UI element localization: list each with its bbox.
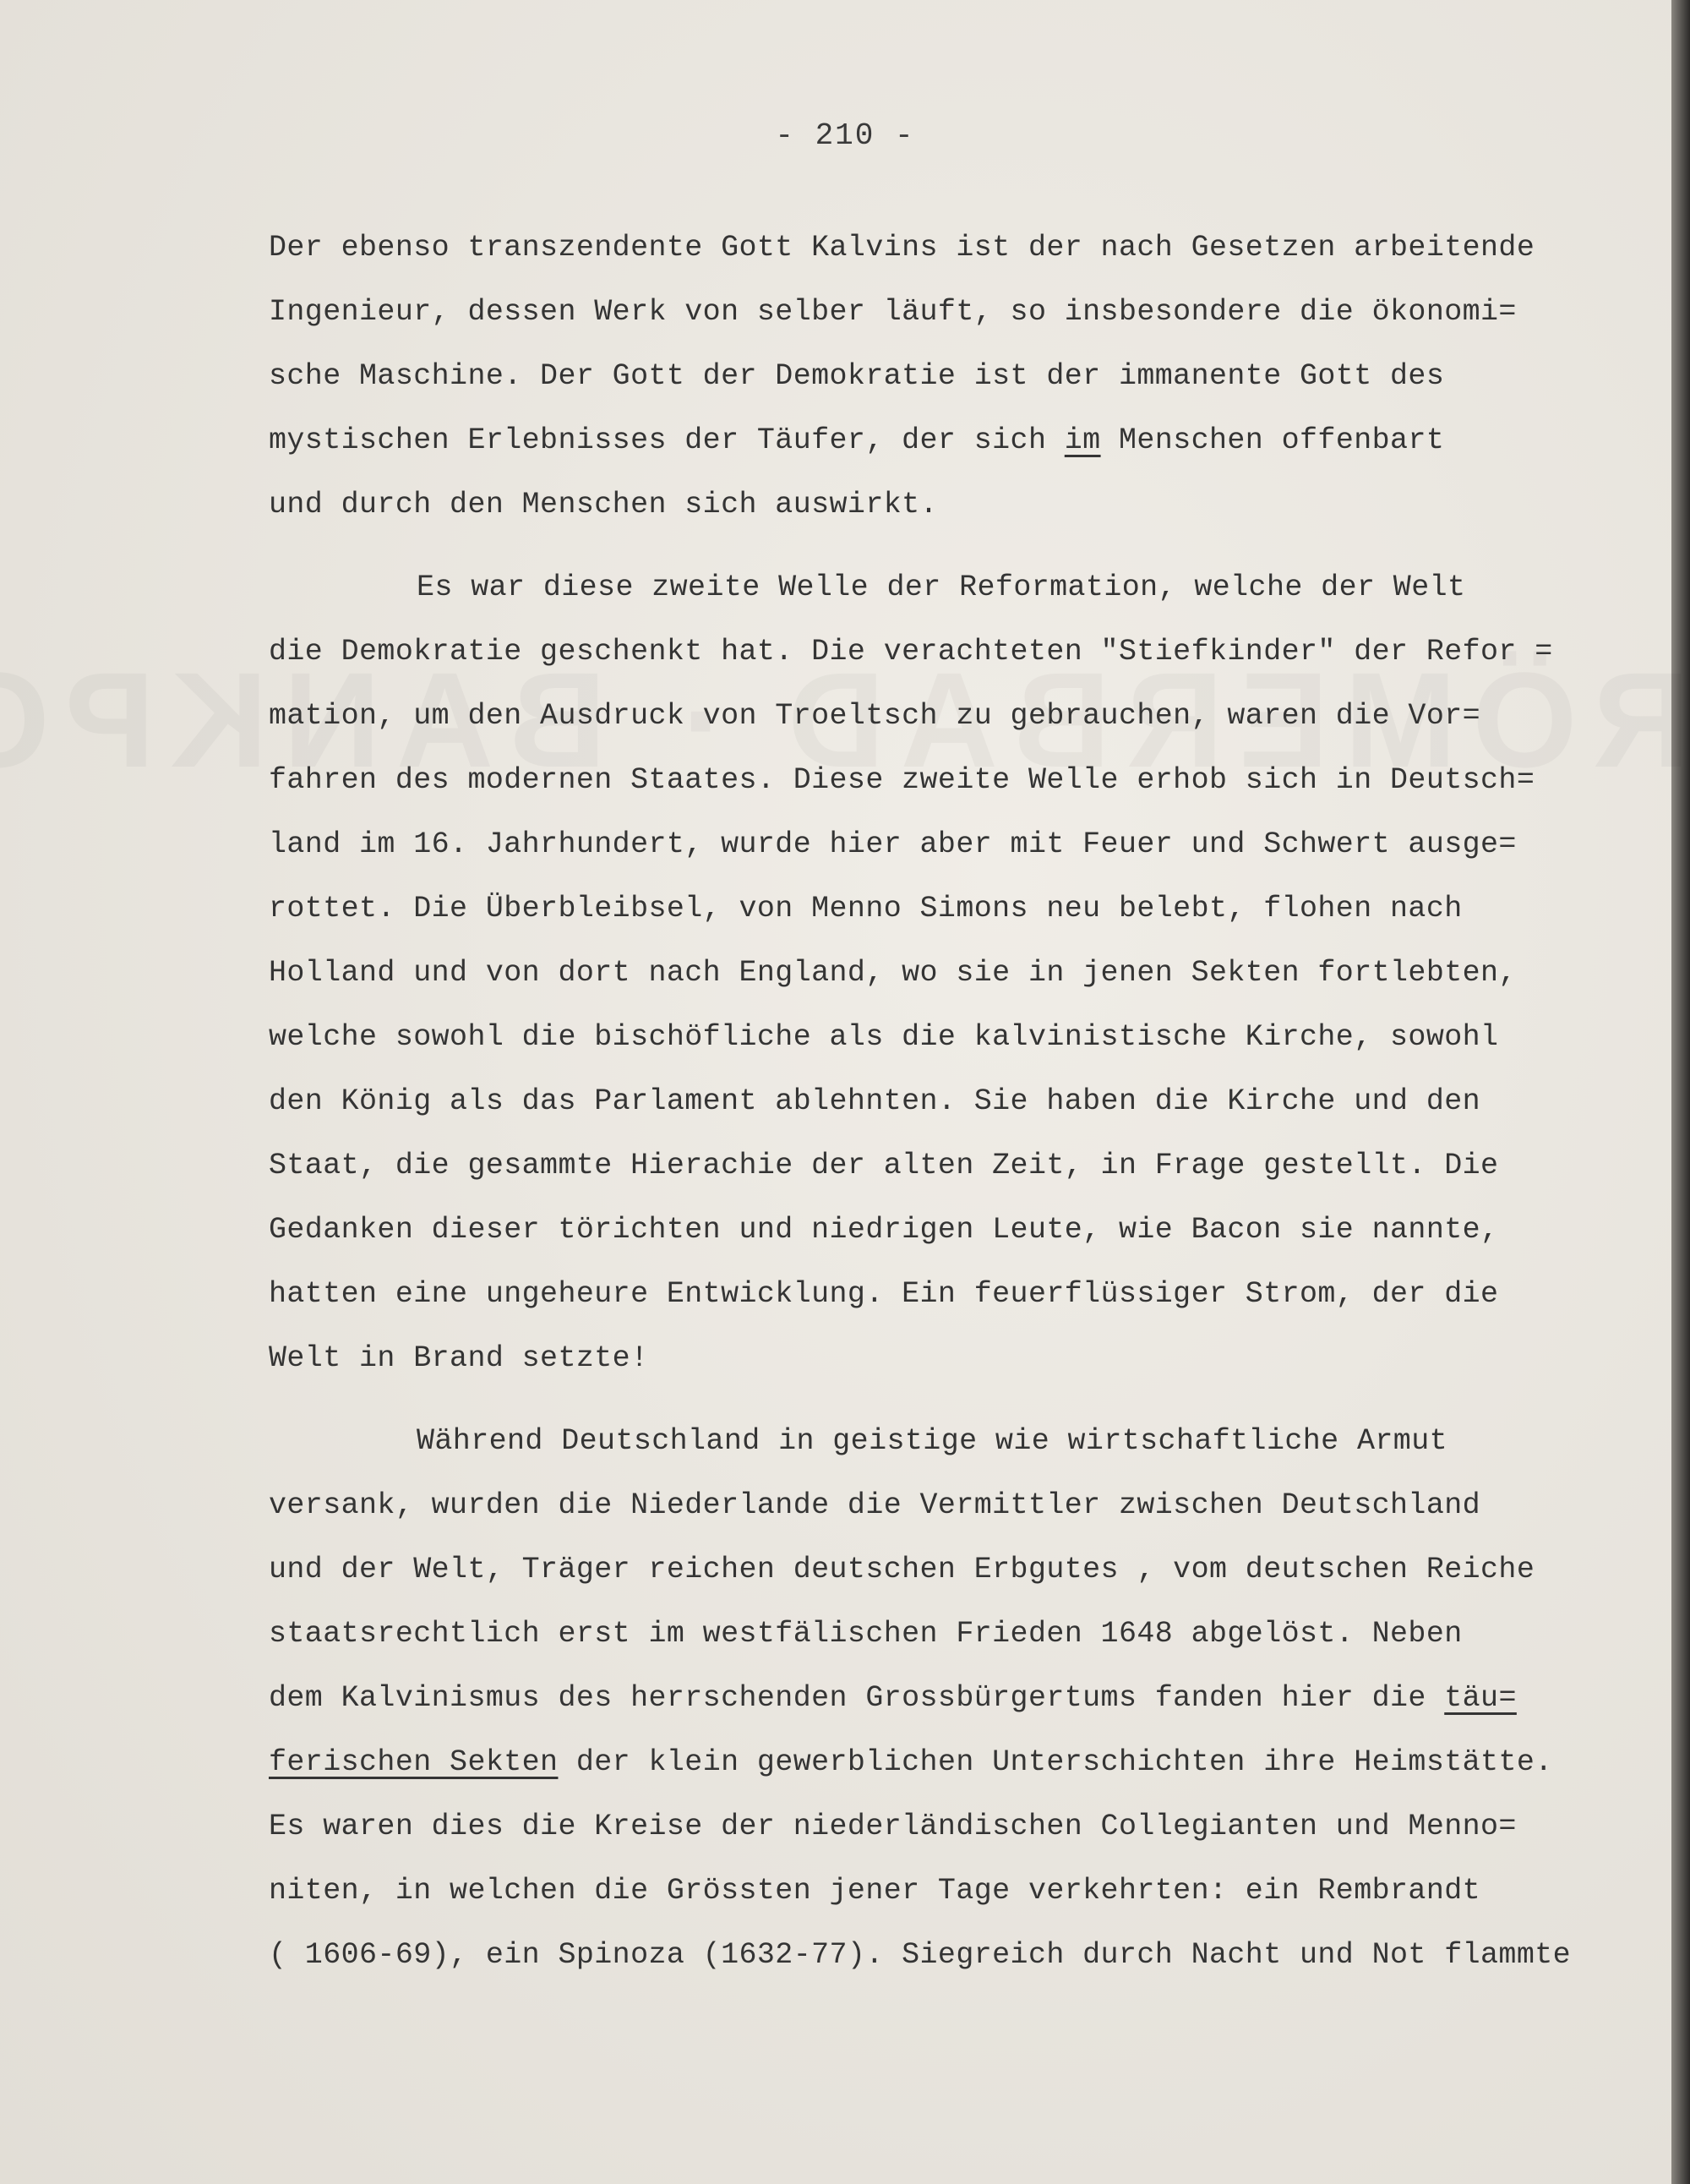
page-edge-shadow xyxy=(1671,0,1690,2184)
text-line: niten, in welchen die Grössten jener Tage verkehrten: ein Rembrandt xyxy=(269,1874,1481,1908)
text-line: Es waren dies die Kreise der niederländischen Collegianten und Menno= xyxy=(269,1810,1517,1843)
text-line: Staat, die gesammte Hierachie der alten Zeit, in Frage gestellt. Die xyxy=(269,1149,1499,1182)
underlined-word: im xyxy=(1064,423,1101,457)
text-line: fahren des modernen Staates. Diese zweite Welle erhob sich in Deutsch= xyxy=(269,763,1535,797)
text-line: mation, um den Ausdruck von Troeltsch zu gebrauchen, waren die Vor= xyxy=(269,699,1481,733)
paragraph-start: Während Deutschland in geistige wie wirtschaftliche Armut xyxy=(417,1424,1447,1458)
text-line: staatsrechtlich erst im westfälischen Frieden 1648 abgelöst. Neben xyxy=(269,1617,1463,1651)
text-line: land im 16. Jahrhundert, wurde hier aber mit Feuer und Schwert ausge= xyxy=(269,827,1517,861)
text-line: Gedanken dieser törichten und niedrigen Leute, wie Bacon sie nannte, xyxy=(269,1213,1499,1247)
text-line: ferischen Sekten der klein gewerblichen Unterschichten ihre Heimstätte. xyxy=(269,1745,1553,1779)
text-line: versank, wurden die Niederlande die Vermittler zwischen Deutschland xyxy=(269,1488,1481,1522)
page-number: - 210 - xyxy=(775,118,915,153)
text-line: Ingenieur, dessen Werk von selber läuft, so insbesondere die ökonomi= xyxy=(269,295,1517,329)
text-line: und der Welt, Träger reichen deutschen Erbgutes , vom deutschen Reiche xyxy=(269,1553,1535,1586)
paragraph-start: Es war diese zweite Welle der Reformation, welche der Welt xyxy=(417,571,1466,604)
text-line: Der ebenso transzendente Gott Kalvins ist der nach Gesetzen arbeitende xyxy=(269,231,1535,265)
text-line: Welt in Brand setzte! xyxy=(269,1341,649,1375)
text-line: hatten eine ungeheure Entwicklung. Ein feuerflüssiger Strom, der die xyxy=(269,1277,1499,1311)
underlined-word: täu= xyxy=(1444,1681,1517,1715)
text-line: dem Kalvinismus des herrschenden Grossbürgertums fanden hier die täu= xyxy=(269,1681,1517,1715)
text-line: und durch den Menschen sich auswirkt. xyxy=(269,488,938,521)
text-line: sche Maschine. Der Gott der Demokratie ist der immanente Gott des xyxy=(269,359,1445,393)
text-line: welche sowohl die bischöfliche als die kalvinistische Kirche, sowohl xyxy=(269,1020,1499,1054)
text-line: rottet. Die Überbleibsel, von Menno Simons neu belebt, flohen nach xyxy=(269,892,1463,925)
underlined-phrase: ferischen Sekten xyxy=(269,1745,559,1779)
text-line: mystischen Erlebnisses der Täufer, der sich im Menschen offenbart xyxy=(269,423,1445,457)
text-line: Holland und von dort nach England, wo sie in jenen Sekten fortlebten, xyxy=(269,956,1517,990)
text-line: ( 1606-69), ein Spinoza (1632-77). Siegreich durch Nacht und Not flammte xyxy=(269,1938,1572,1972)
typed-text-body xyxy=(269,216,1655,1987)
text-line: den König als das Parlament ablehnten. Sie haben die Kirche und den xyxy=(269,1084,1481,1118)
text-line: die Demokratie geschenkt hat. Die verachteten "Stiefkinder" der Refor = xyxy=(269,635,1553,669)
